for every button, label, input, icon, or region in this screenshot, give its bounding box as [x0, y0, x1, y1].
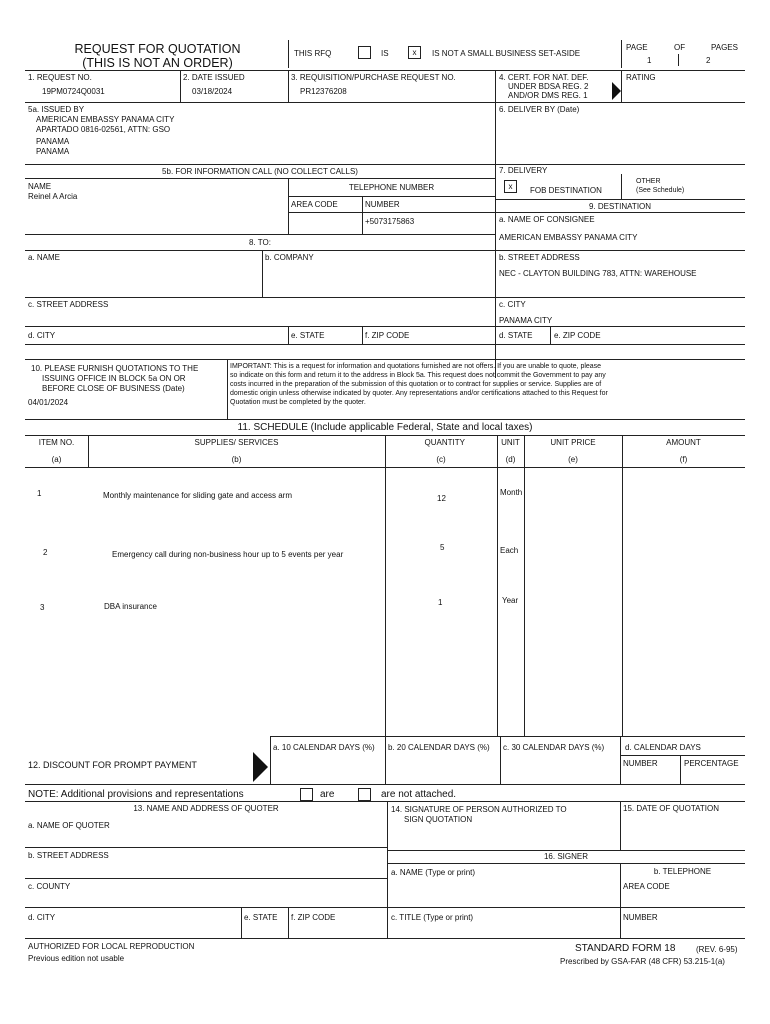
to-city-label: d. CITY: [28, 331, 56, 340]
rule: [288, 907, 289, 938]
rule: [25, 326, 745, 327]
request-no-label: 1. REQUEST NO.: [28, 73, 92, 82]
important-line1: IMPORTANT: This is a request for information and quotations furnished are not offers. If you are unable to quote, please: [230, 363, 602, 370]
rule: [362, 196, 363, 234]
discount-30-label: c. 30 CALENDAR DAYS (%): [503, 743, 605, 752]
rule: [25, 784, 745, 785]
rule: [25, 801, 745, 802]
rule: [180, 70, 181, 102]
rule: [621, 40, 622, 68]
rule: [495, 70, 496, 378]
rule: [25, 344, 745, 345]
rule: [621, 174, 622, 199]
dest-zip-label: e. ZIP CODE: [554, 331, 601, 340]
signer-number-label: NUMBER: [623, 913, 658, 922]
to-zip-label: f. ZIP CODE: [365, 331, 410, 340]
see-schedule-label: (See Schedule): [636, 187, 685, 194]
issued-by-line2: APARTADO 0816-02561, ATTN: GSO: [36, 125, 171, 134]
signer-area-code-label: AREA CODE: [623, 882, 670, 891]
form-name: STANDARD FORM 18: [575, 943, 676, 954]
phone-number-value: +5073175863: [365, 217, 415, 226]
rule: [25, 938, 745, 939]
quoter-city-label: d. CITY: [28, 913, 56, 922]
signature-label-2: SIGN QUOTATION: [404, 815, 473, 824]
is-not-checkbox[interactable]: x: [408, 46, 421, 59]
col-amount-key: (f): [679, 455, 688, 464]
dest-street-value: NEC - CLAYTON BUILDING 783, ATTN: WAREHOUSE: [499, 269, 697, 278]
furnish-line2: ISSUING OFFICE IN BLOCK 5a ON OR: [42, 374, 186, 383]
rule: [387, 863, 745, 864]
dest-city-label: c. CITY: [499, 300, 526, 309]
rule: [622, 435, 623, 736]
to-label: 8. TO:: [249, 238, 271, 247]
arrow-right-icon: [253, 752, 268, 782]
issued-by-line3: PANAMA: [36, 137, 70, 146]
schedule-title: 11. SCHEDULE (Include applicable Federal, State and local taxes): [237, 422, 533, 433]
quote-due-date: 04/01/2024: [28, 398, 69, 407]
rule: [620, 801, 621, 850]
authorized-reproduction: AUTHORIZED FOR LOCAL REPRODUCTION: [28, 942, 195, 951]
rule: [288, 212, 495, 213]
rule: [288, 196, 495, 197]
prescribed-by: Prescribed by GSA-FAR (48 CFR) 53.215-1(a): [560, 957, 725, 966]
row-qty: 1: [438, 598, 443, 607]
row-unit: Each: [500, 546, 519, 555]
rule: [497, 435, 498, 736]
request-no-value: 19PM0724Q0031: [42, 87, 105, 96]
are-label: are: [320, 789, 335, 800]
quoter-address-label: 13. NAME AND ADDRESS OF QUOTER: [133, 804, 279, 813]
rule: [495, 250, 745, 251]
to-company-label: b. COMPANY: [265, 253, 314, 262]
requisition-label: 3. REQUISITION/PURCHASE REQUEST NO.: [291, 73, 456, 82]
dest-state-label: d. STATE: [499, 331, 533, 340]
rule: [288, 40, 289, 68]
date-issued-label: 2. DATE ISSUED: [183, 73, 245, 82]
issued-by-line4: PANAMA: [36, 147, 70, 156]
rule: [385, 435, 386, 736]
consignee-label: a. NAME OF CONSIGNEE: [499, 215, 595, 224]
discount-10-label: a. 10 CALENDAR DAYS (%): [273, 743, 375, 752]
rule: [288, 326, 289, 344]
rule: [270, 736, 745, 737]
other-label: OTHER: [636, 178, 661, 185]
signer-title-label: c. TITLE (Type or print): [391, 913, 474, 922]
row-qty: 12: [437, 494, 446, 503]
info-call-label: 5b. FOR INFORMATION CALL (NO COLLECT CALLS): [162, 167, 358, 176]
delivery-label: 7. DELIVERY: [499, 166, 548, 175]
previous-edition-note: Previous edition not usable: [28, 954, 125, 963]
rule: [25, 847, 387, 848]
signer-label: 16. SIGNER: [543, 852, 588, 861]
row-item: 3: [40, 603, 45, 612]
dest-street-label: b. STREET ADDRESS: [499, 253, 580, 262]
pages-label: PAGES: [711, 43, 738, 52]
calendar-days-label: d. CALENDAR DAYS: [625, 743, 701, 752]
col-item-header: ITEM NO.: [38, 438, 75, 447]
col-unit-price-key: (e): [568, 455, 578, 464]
quoter-name-label: a. NAME OF QUOTER: [28, 821, 110, 830]
rule: [387, 801, 388, 938]
important-line4: domestic origin unless otherwise indicated by quoter. Any representations and/or certifications attached to this Request for: [230, 390, 608, 397]
requisition-value: PR12376208: [300, 87, 347, 96]
rule: [25, 102, 495, 103]
col-amount-header: AMOUNT: [666, 438, 701, 447]
rule: [288, 70, 289, 102]
rule: [270, 736, 271, 784]
name-label: NAME: [28, 182, 52, 191]
contact-name-value: Reinel A Arcia: [28, 192, 78, 201]
col-unit-key: (d): [505, 455, 516, 464]
rule: [524, 435, 525, 736]
destination-label: 9. DESTINATION: [588, 202, 652, 211]
fob-destination-label: FOB DESTINATION: [530, 186, 602, 195]
rule: [387, 850, 745, 851]
note-label: NOTE: Additional provisions and representations: [28, 789, 244, 800]
issued-by-line1: AMERICAN EMBASSY PANAMA CITY: [36, 115, 175, 124]
number-label: NUMBER: [365, 200, 400, 209]
important-line5: Quotation must be completed by the quoter.: [230, 399, 366, 406]
not-small-business-label: IS NOT A SMALL BUSINESS SET-ASIDE: [432, 49, 581, 58]
quoter-street-label: b. STREET ADDRESS: [28, 851, 109, 860]
row-item: 2: [43, 548, 48, 557]
to-state-label: e. STATE: [291, 331, 325, 340]
rule: [362, 326, 363, 344]
discount-20-label: b. 20 CALENDAR DAYS (%): [388, 743, 490, 752]
to-name-label: a. NAME: [28, 253, 61, 262]
rule: [25, 234, 495, 235]
signature-label-1: 14. SIGNATURE OF PERSON AUTHORIZED TO: [391, 805, 567, 814]
fob-destination-checkbox[interactable]: x: [504, 180, 517, 193]
rule: [495, 102, 745, 103]
col-quantity-header: QUANTITY: [424, 438, 465, 447]
deliver-by-label: 6. DELIVER BY (Date): [499, 105, 580, 114]
cert-label-1: 4. CERT. FOR NAT. DEF.: [499, 73, 589, 82]
row-desc: Monthly maintenance for sliding gate and access arm: [103, 491, 292, 500]
rule: [25, 878, 387, 879]
rule: [500, 736, 501, 784]
are-not-checkbox[interactable]: [358, 788, 371, 801]
col-item-key: (a): [51, 455, 62, 464]
col-quantity-key: (c): [436, 455, 446, 464]
rule: [680, 755, 681, 784]
rule: [25, 359, 745, 360]
rule: [385, 736, 386, 784]
row-desc: Emergency call during non-business hour up to 5 events per year: [112, 550, 344, 559]
rule: [25, 164, 745, 165]
discount-label: 12. DISCOUNT FOR PROMPT PAYMENT: [28, 760, 197, 770]
page-value: 1: [647, 56, 652, 65]
col-supplies-key: (b): [231, 455, 242, 464]
furnish-line1: 10. PLEASE FURNISH QUOTATIONS TO THE: [31, 364, 199, 373]
form-revision: (REV. 6-95): [696, 945, 738, 954]
rule: [262, 250, 263, 297]
rule: [620, 755, 745, 756]
consignee-value: AMERICAN EMBASSY PANAMA CITY: [499, 233, 638, 242]
cert-label-2: UNDER BDSA REG. 2: [508, 82, 589, 91]
quoter-state-label: e. STATE: [244, 913, 278, 922]
col-unit-header: UNIT: [501, 438, 520, 447]
to-street-label: c. STREET ADDRESS: [28, 300, 109, 309]
date-of-quotation-label: 15. DATE OF QUOTATION: [623, 804, 720, 813]
rule: [387, 907, 745, 908]
discount-number-label: NUMBER: [623, 759, 658, 768]
rule: [241, 907, 242, 938]
page-label: PAGE: [626, 43, 648, 52]
row-unit: Year: [502, 596, 519, 605]
rule: [25, 419, 745, 420]
rule: [25, 250, 495, 251]
row-desc: DBA insurance: [104, 602, 157, 611]
quoter-zip-label: f. ZIP CODE: [291, 913, 336, 922]
rule: [25, 907, 387, 908]
row-qty: 5: [440, 543, 445, 552]
this-rfq-label: THIS RFQ: [294, 49, 332, 58]
rule: [621, 70, 622, 102]
rule: [620, 736, 621, 784]
col-unit-price-header: UNIT PRICE: [550, 438, 596, 447]
rule: [25, 467, 745, 468]
col-supplies-header: SUPPLIES/ SERVICES: [194, 438, 279, 447]
arrow-right-icon: [612, 82, 621, 100]
is-label: IS: [381, 49, 389, 58]
rule: [550, 326, 551, 344]
important-line3: costs incurred in the preparation of the submission of this quotation or to contract for supplies or service. Supplies are of: [230, 381, 602, 388]
cert-label-3: AND/OR DMS REG. 1: [508, 91, 588, 100]
is-checkbox[interactable]: [358, 46, 371, 59]
signer-telephone-label: b. TELEPHONE: [653, 867, 712, 876]
issued-by-label: 5a. ISSUED BY: [28, 105, 85, 114]
rule: [25, 70, 745, 71]
signer-name-label: a. NAME (Type or print): [391, 868, 476, 877]
row-item: 1: [37, 489, 42, 498]
telephone-label: TELEPHONE NUMBER: [348, 183, 435, 192]
rule: [227, 359, 228, 419]
rule: [678, 54, 679, 66]
rating-label: RATING: [626, 73, 656, 82]
dest-city-value: PANAMA CITY: [499, 316, 553, 325]
furnish-line3: BEFORE CLOSE OF BUSINESS (Date): [42, 384, 185, 393]
area-code-label: AREA CODE: [291, 200, 338, 209]
rule: [25, 297, 745, 298]
rule: [495, 212, 745, 213]
rule: [25, 178, 495, 179]
discount-percentage-label: PERCENTAGE: [684, 759, 739, 768]
are-checkbox[interactable]: [300, 788, 313, 801]
important-line2: so indicate on this form and return it to the address in Block 5a. This request does not commit the Government to pay any: [230, 372, 606, 379]
form-title: REQUEST FOR QUOTATION: [74, 42, 241, 56]
row-unit: Month: [500, 488, 523, 497]
rule: [495, 199, 745, 200]
are-not-label: are not attached.: [381, 789, 457, 800]
pages-value: 2: [706, 56, 711, 65]
of-label: OF: [674, 43, 686, 52]
date-issued-value: 03/18/2024: [192, 87, 233, 96]
form-subtitle: (THIS IS NOT AN ORDER): [82, 56, 233, 70]
quoter-county-label: c. COUNTY: [28, 882, 71, 891]
